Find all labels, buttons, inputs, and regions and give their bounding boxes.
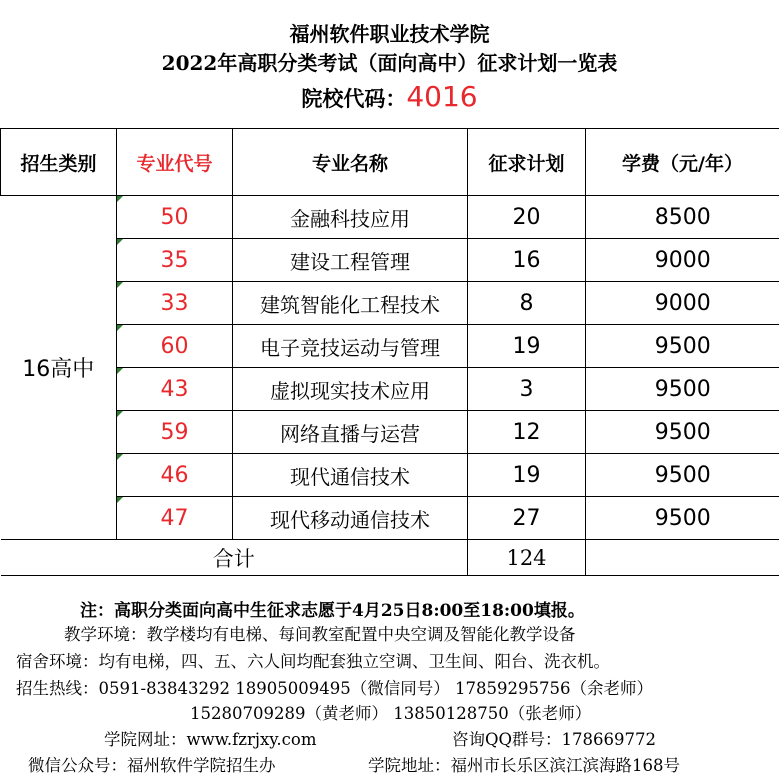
qq-group-line: 咨询QQ群号：178669772 — [452, 730, 657, 749]
major-code: 47 — [117, 497, 233, 540]
category-cell: 16高中 — [1, 196, 117, 540]
header-plan: 征求计划 — [468, 129, 586, 196]
table-row — [1, 454, 779, 497]
major-code: 43 — [117, 368, 233, 411]
plan-count: 27 — [468, 497, 586, 540]
major-name: 电子竞技运动与管理 — [233, 325, 468, 368]
major-code: 59 — [117, 411, 233, 454]
major-name: 网络直播与运营 — [233, 411, 468, 454]
header-tuition: 学费（元/年） — [586, 129, 779, 196]
website-line: 学院网址：www.fzrjxy.com — [104, 730, 317, 749]
deadline-note: 注：高职分类面向高中生征求志愿于4月25日8:00至18:00填报。 — [80, 601, 585, 621]
major-name: 建设工程管理 — [233, 239, 468, 282]
table-row — [1, 239, 779, 282]
hotline-line: 招生热线：0591-83843292 18905009495（微信同号） 17859295756（余老师） — [16, 679, 653, 698]
major-name: 虚拟现实技术应用 — [233, 368, 468, 411]
plan-count: 3 — [468, 368, 586, 411]
plan-count: 8 — [468, 282, 586, 325]
total-empty-cell — [586, 540, 779, 576]
total-value: 124 — [468, 540, 586, 576]
header-major-name: 专业名称 — [233, 129, 468, 196]
header-category: 招生类别 — [1, 129, 117, 196]
major-name: 现代移动通信技术 — [233, 497, 468, 540]
major-code: 50 — [117, 196, 233, 239]
school-name: 福州软件职业技术学院 — [289, 22, 490, 46]
dorm-environment: 宿舍环境：均有电梯，四、五、六人间均配套独立空调、卫生间、阳台、洗衣机。 — [16, 652, 610, 671]
plan-count: 12 — [468, 411, 586, 454]
plan-count: 20 — [468, 196, 586, 239]
major-code: 46 — [117, 454, 233, 497]
document-subtitle: 2022年高职分类考试（面向高中）征求计划一览表 — [161, 51, 618, 75]
tuition-fee: 9500 — [586, 497, 779, 540]
tuition-fee: 9500 — [586, 411, 779, 454]
enrollment-plan-table — [0, 128, 779, 576]
tuition-fee: 9500 — [586, 454, 779, 497]
plan-count: 19 — [468, 454, 586, 497]
tuition-fee: 9500 — [586, 368, 779, 411]
table-row — [1, 282, 779, 325]
tuition-fee: 9000 — [586, 282, 779, 325]
table-row — [1, 497, 779, 540]
hotline-line-2: 15280709289（黄老师） 13850128750（张老师） — [190, 704, 592, 723]
tuition-fee: 8500 — [586, 196, 779, 239]
table-row — [1, 411, 779, 454]
plan-count: 16 — [468, 239, 586, 282]
table-row — [1, 325, 779, 368]
teaching-environment: 教学环境：教学楼均有电梯、每间教室配置中央空调及智能化教学设备 — [64, 625, 576, 644]
major-name: 现代通信技术 — [233, 454, 468, 497]
address-line: 学院地址：福州市长乐区滨江滨海路168号 — [368, 756, 680, 775]
school-code-label: 院校代码： — [301, 86, 407, 111]
wechat-line: 微信公众号：福州软件学院招生办 — [28, 756, 276, 775]
school-code-value: 4016 — [406, 80, 478, 113]
major-name: 金融科技应用 — [233, 196, 468, 239]
header-major-code: 专业代号 — [117, 129, 233, 196]
tuition-fee: 9000 — [586, 239, 779, 282]
tuition-fee: 9500 — [586, 325, 779, 368]
total-row — [1, 540, 779, 576]
table-row — [1, 196, 779, 239]
table-row — [1, 368, 779, 411]
plan-count: 19 — [468, 325, 586, 368]
table-header-row — [1, 129, 779, 196]
major-code: 33 — [117, 282, 233, 325]
total-label: 合计 — [1, 540, 468, 576]
major-code: 35 — [117, 239, 233, 282]
major-name: 建筑智能化工程技术 — [233, 282, 468, 325]
school-code-line — [0, 80, 779, 113]
major-code: 60 — [117, 325, 233, 368]
